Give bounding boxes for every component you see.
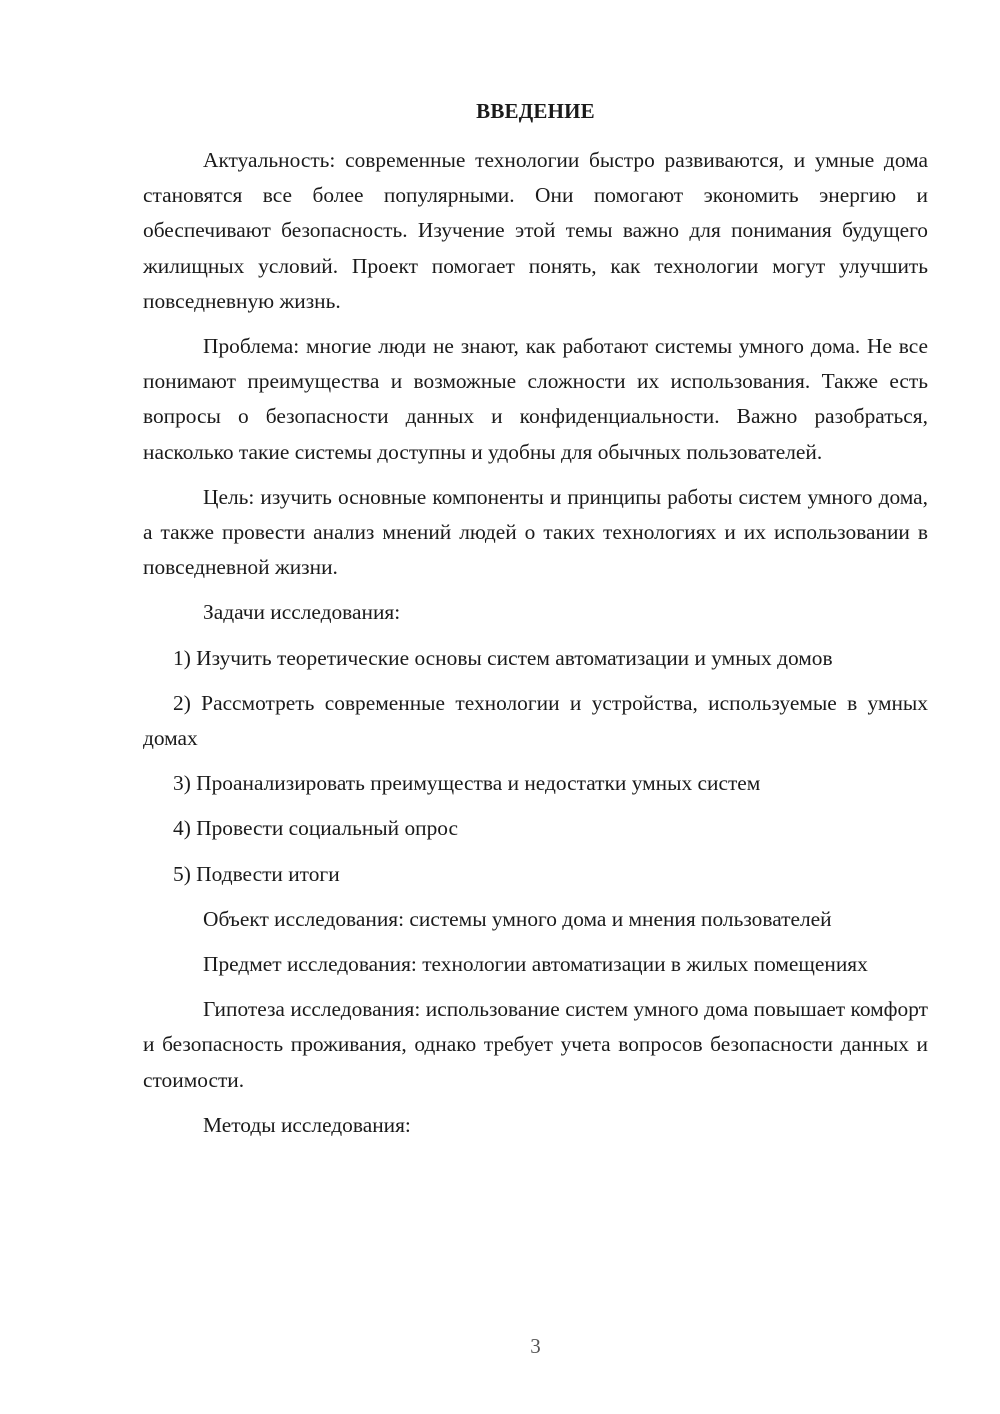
problem-paragraph: Проблема: многие люди не знают, как работают системы умного дома. Не все понимают преимущества и возможные сложности их использования. Также есть вопросы о безопасности данных и конфиденциальности. Важно разобраться, насколько такие системы доступны и удобны для обычных пользователей. [143, 334, 928, 464]
task-item: 2) Рассмотреть современные технологии и устройства, используемые в умных домах [143, 690, 928, 751]
task-item: 5) Подвести итоги [173, 861, 340, 886]
methods-title: Методы исследования: [203, 1112, 411, 1137]
task-item: 4) Провести социальный опрос [173, 816, 459, 841]
page-heading: ВВЕДЕНИЕ [476, 99, 595, 123]
relevance-paragraph: Актуальность: современные технологии быстро развиваются, и умные дома становятся все более популярными. Они помогают экономить энергию и обеспечивают безопасность. Изучение этой темы важно для понимания будущего жилищных условий. Проект помогает понять, как технологии могут улучшить повседневную жизнь. [143, 148, 928, 313]
task-item: 3) Проанализировать преимущества и недостатки умных систем [173, 771, 761, 796]
document-body [143, 143, 928, 1153]
hypothesis-paragraph: Гипотеза исследования: использование систем умного дома повышает комфорт и безопасность проживания, однако требует учета вопросов безопасности данных и стоимости. [143, 997, 928, 1092]
object-paragraph: Объект исследования: системы умного дома и мнения пользователей [203, 906, 832, 931]
goal-paragraph: Цель: изучить основные компоненты и принципы работы систем умного дома, а также провести анализ мнений людей о таких технологиях и их использовании в повседневной жизни. [143, 484, 928, 580]
document-page [143, 0, 928, 1414]
page-number: 3 [530, 1334, 541, 1358]
task-item: 1) Изучить теоретические основы систем автоматизации и умных домов [173, 645, 833, 670]
tasks-title: Задачи исследования: [203, 600, 401, 625]
subject-paragraph: Предмет исследования: технологии автоматизации в жилых помещениях [203, 952, 868, 977]
